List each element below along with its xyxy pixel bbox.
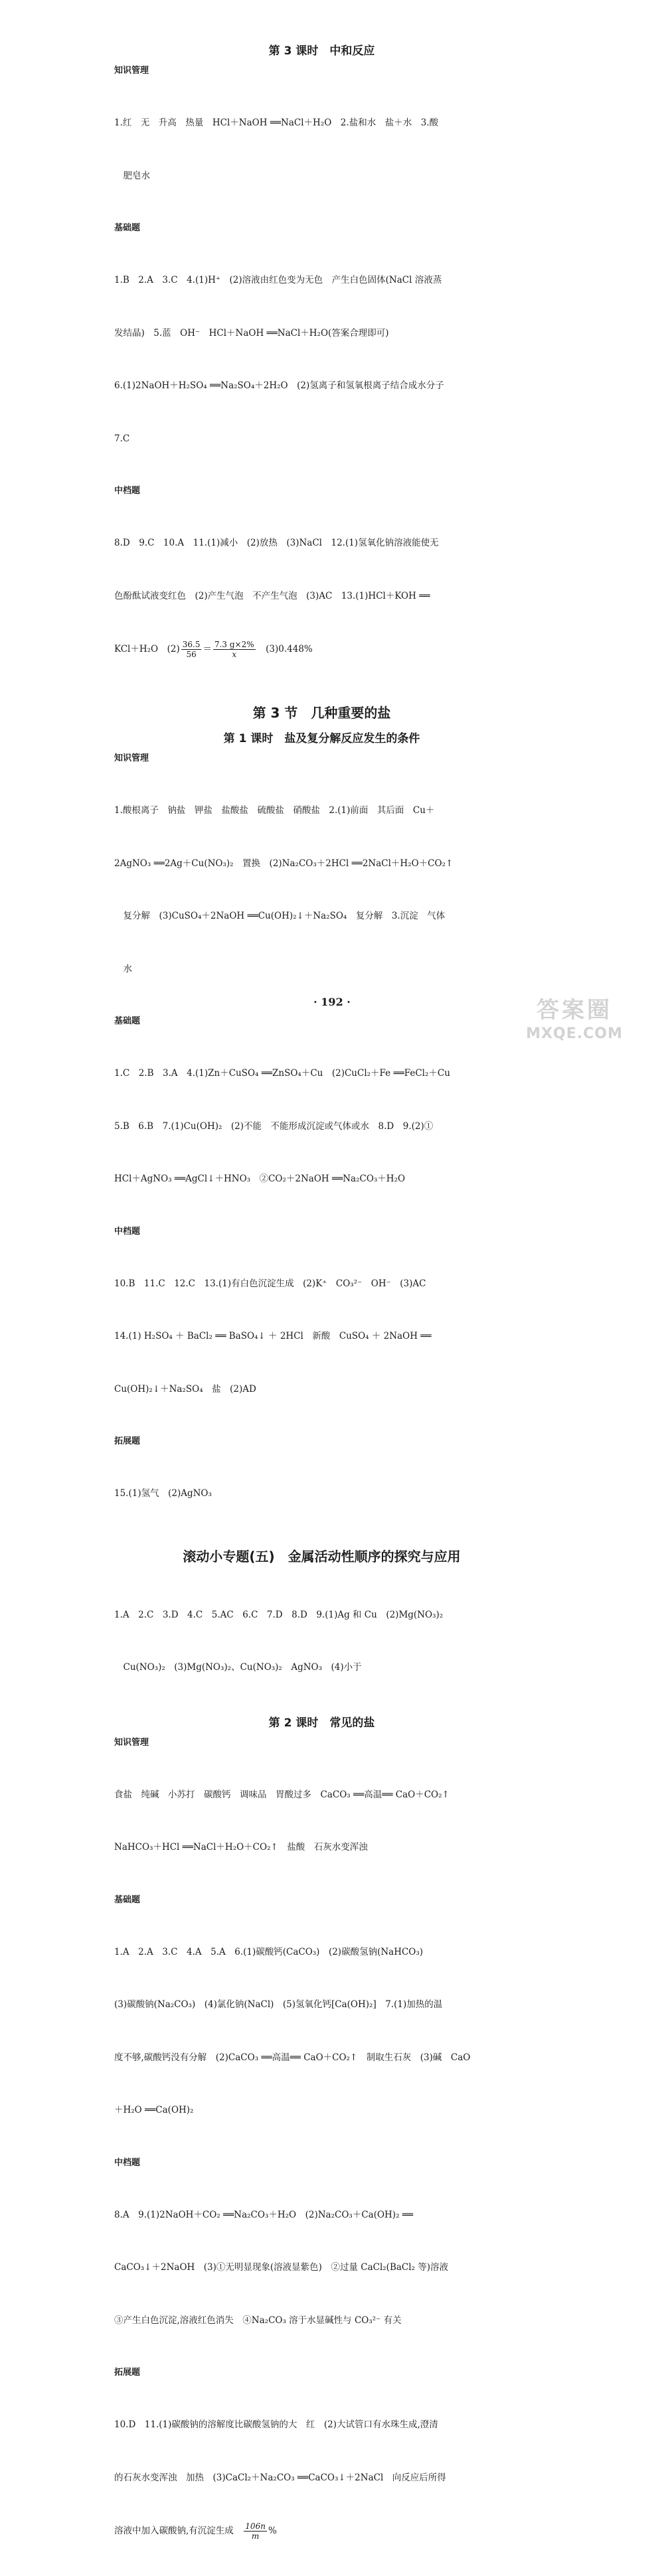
lesson2-title: 第 2 课时 常见的盐: [268, 1716, 375, 1730]
lesson1-zsgl-answers: [114, 767, 529, 1013]
equals-sign: ＝: [203, 644, 212, 654]
section-title: 第 3 节 几种重要的盐: [252, 705, 391, 721]
lesson2-zd-heading: 中档题: [114, 2157, 141, 2168]
lesson3-zsgl-answers: [114, 79, 529, 220]
lesson3-jc-answers: [114, 236, 529, 483]
lesson3-zd-answers: [114, 499, 529, 694]
answer-line: 5.B 6.B 7.(1)Cu(OH)₂ (2)不能 不能形成沉淀或气体或水 8.D 9.(2)①: [114, 1120, 434, 1132]
answer-line: 1.C 2.B 3.A 4.(1)Zn＋CuSO₄ ══ZnSO₄＋Cu (2)CuCl₂＋Fe ══FeCl₂＋Cu: [114, 1068, 450, 1079]
fraction-numerator: 7.3 g×2%: [214, 640, 254, 649]
fraction-denominator: x: [232, 650, 237, 659]
answer-line: 8.D 9.C 10.A 11.(1)减小 (2)放热 (3)NaCl 12.(1)氢氧化钠溶液能使无: [114, 538, 439, 548]
lesson3-title: 第 3 课时 中和反应: [268, 44, 375, 58]
text: (3)0.448%: [256, 644, 313, 654]
lesson1-tz-heading: 拓展题: [114, 1436, 141, 1446]
page-number: · 192 ·: [313, 996, 351, 1008]
fraction: [213, 640, 256, 659]
answer-line: 10.D 11.(1)碳酸钠的溶解度比碳酸氢钠的大 红 (2)大试管口有水珠生成,澄清: [114, 2419, 438, 2430]
answer-line: 1.红 无 升高 热量 HCl＋NaOH ══NaCl＋H₂O 2.盐和水 盐＋水 3.酸: [114, 117, 439, 128]
special-topic-title: 滚动小专题(五) 金属活动性顺序的探究与应用: [183, 1548, 461, 1564]
lesson3-zsgl-heading: 知识管理: [114, 66, 149, 76]
answer-line: 食盐 纯碱 小苏打 碳酸钙 调味品 胃酸过多 CaCO₃ ══高温══ CaO＋CO₂↑: [114, 1789, 450, 1800]
lesson1-tz-answers: [114, 1450, 529, 1538]
answer-line: Cu(NO₃)₂ (3)Mg(NO₃)₂、Cu(NO₃)₂ AgNO₃ (4)小于: [114, 1662, 362, 1673]
answer-line: 8.A 9.(1)2NaOH＋CO₂ ══Na₂CO₃＋H₂O (2)Na₂CO₃＋Ca(OH)₂ ══: [114, 2209, 414, 2220]
lesson2-zsgl-heading: 知识管理: [114, 1737, 149, 1748]
watermark-url: MXQE.COM: [526, 1025, 623, 1042]
answer-line: CaCO₃↓＋2NaOH (3)①无明显现象(溶液显紫色) ②过量 CaCl₂(BaCl₂ 等)溶液: [114, 2262, 449, 2273]
answer-line: 7.C: [114, 433, 130, 444]
answer-line-with-fraction: [114, 2522, 529, 2541]
fraction-denominator: 56: [186, 650, 197, 659]
answer-line: 度不够,碳酸钙没有分解 (2)CaCO₃ ══高温══ CaO＋CO₂↑ 制取生石灰 (3)碱 CaO: [114, 2052, 471, 2063]
answer-line: HCl＋AgNO₃ ══AgCl↓＋HNO₃ ②CO₂＋2NaOH ══Na₂CO₃＋H₂O: [114, 1174, 406, 1184]
lesson1-jc-heading: 基础题: [114, 1016, 141, 1026]
answer-line: 14.(1) H₂SO₄ ＋ BaCl₂ ══ BaSO₄↓ ＋ 2HCl 新酸 CuSO₄ ＋ 2NaOH ══: [114, 1331, 432, 1341]
answer-page: [114, 40, 529, 2576]
answer-line: 10.B 11.C 12.C 13.(1)有白色沉淀生成 (2)K⁺ CO₃²⁻ OH⁻ (3)AC: [114, 1278, 426, 1289]
answer-line: 6.(1)2NaOH＋H₂SO₄ ══Na₂SO₄＋2H₂O (2)氢离子和氢氧根离子结合成水分子: [114, 380, 444, 391]
answer-line: 1.酸根离子 钠盐 钾盐 盐酸盐 硫酸盐 硝酸盐 2.(1)前面 其后面 Cu＋: [114, 805, 435, 816]
answer-line: 1.A 2.A 3.C 4.A 5.A 6.(1)碳酸钙(CaCO₃) (2)碳酸氢钠(NaHCO₃): [114, 1946, 424, 1957]
fraction-denominator: m: [251, 2532, 260, 2541]
answer-line: 色酚酞试液变红色 (2)产生气泡 不产生气泡 (3)AC 13.(1)HCl＋KOH ══: [114, 590, 430, 601]
lesson1-zd-heading: 中档题: [114, 1226, 141, 1237]
lesson1-title: 第 1 课时 盐及复分解反应发生的条件: [223, 732, 420, 745]
answer-line: 2AgNO₃ ══2Ag＋Cu(NO₃)₂ 置换 (2)Na₂CO₃＋2HCl ══2NaCl＋H₂O＋CO₂↑: [114, 858, 454, 869]
answer-line: ③产生白色沉淀,溶液红色消失 ④Na₂CO₃ 溶于水显碱性与 CO₃²⁻ 有关: [114, 2314, 402, 2326]
answer-line: NaHCO₃＋HCl ══NaCl＋H₂O＋CO₂↑ 盐酸 石灰水变浑浊: [114, 1842, 368, 1853]
fraction: [244, 2522, 267, 2541]
text: 溶液中加入碳酸钠,有沉淀生成: [114, 2526, 243, 2536]
answer-line-with-fraction: [114, 640, 529, 659]
lesson3-jc-heading: 基础题: [114, 223, 141, 233]
lesson2-zd-answers: [114, 2171, 529, 2365]
fraction-numerator: 36.5: [182, 640, 201, 649]
lesson3-zd-heading: 中档题: [114, 486, 141, 496]
lesson2-jc-answers: [114, 1908, 529, 2155]
answer-line: (3)碳酸钠(Na₂CO₃) (4)氯化钠(NaCl) (5)氢氧化钙[Ca(OH)₂] 7.(1)加热的温: [114, 1999, 443, 2010]
lesson1-zsgl-heading: 知识管理: [114, 753, 149, 763]
answer-line: ＋H₂O ══Ca(OH)₂: [114, 2105, 194, 2115]
answer-line: 1.B 2.A 3.C 4.(1)H⁺ (2)溶液由红色变为无色 产生白色固体(NaCl 溶液蒸: [114, 275, 442, 285]
special-topic-answers: [114, 1571, 529, 1712]
answer-line: 肥皂水: [114, 170, 150, 181]
watermark-logo: [511, 996, 637, 1049]
answer-line: 复分解 (3)CuSO₄＋2NaOH ══Cu(OH)₂↓＋Na₂SO₄ 复分解 3.沉淀 气体: [114, 911, 446, 921]
lesson2-tz-heading: 拓展题: [114, 2368, 141, 2378]
lesson2-jc-heading: 基础题: [114, 1894, 141, 1905]
lesson1-jc-answers: [114, 1029, 529, 1223]
fraction: [181, 640, 202, 659]
answer-line: Cu(OH)₂↓＋Na₂SO₄ 盐 (2)AD: [114, 1383, 256, 1395]
lesson2-tz-answers: [114, 2381, 529, 2576]
answer-line: 发结晶) 5.蓝 OH⁻ HCl＋NaOH ══NaCl＋H₂O(答案合理即可): [114, 327, 389, 339]
lesson2-zsgl-answers: [114, 1751, 529, 1892]
text: %: [268, 2526, 277, 2536]
answer-line: 1.A 2.C 3.D 4.C 5.AC 6.C 7.D 8.D 9.(1)Ag 和 Cu (2)Mg(NO₃)₂: [114, 1609, 444, 1620]
answer-line: 水: [114, 963, 132, 974]
watermark-text: 答案圈: [537, 997, 612, 1023]
lesson1-zd-answers: [114, 1240, 529, 1434]
answer-line: 15.(1)氢气 (2)AgNO₃: [114, 1488, 212, 1499]
text: KCl＋H₂O (2): [114, 644, 180, 654]
fraction-numerator: 106n: [245, 2522, 266, 2531]
answer-line: 的石灰水变浑浊 加热 (3)CaCl₂＋Na₂CO₃ ══CaCO₃↓＋2NaCl 向反应后所得: [114, 2472, 446, 2483]
